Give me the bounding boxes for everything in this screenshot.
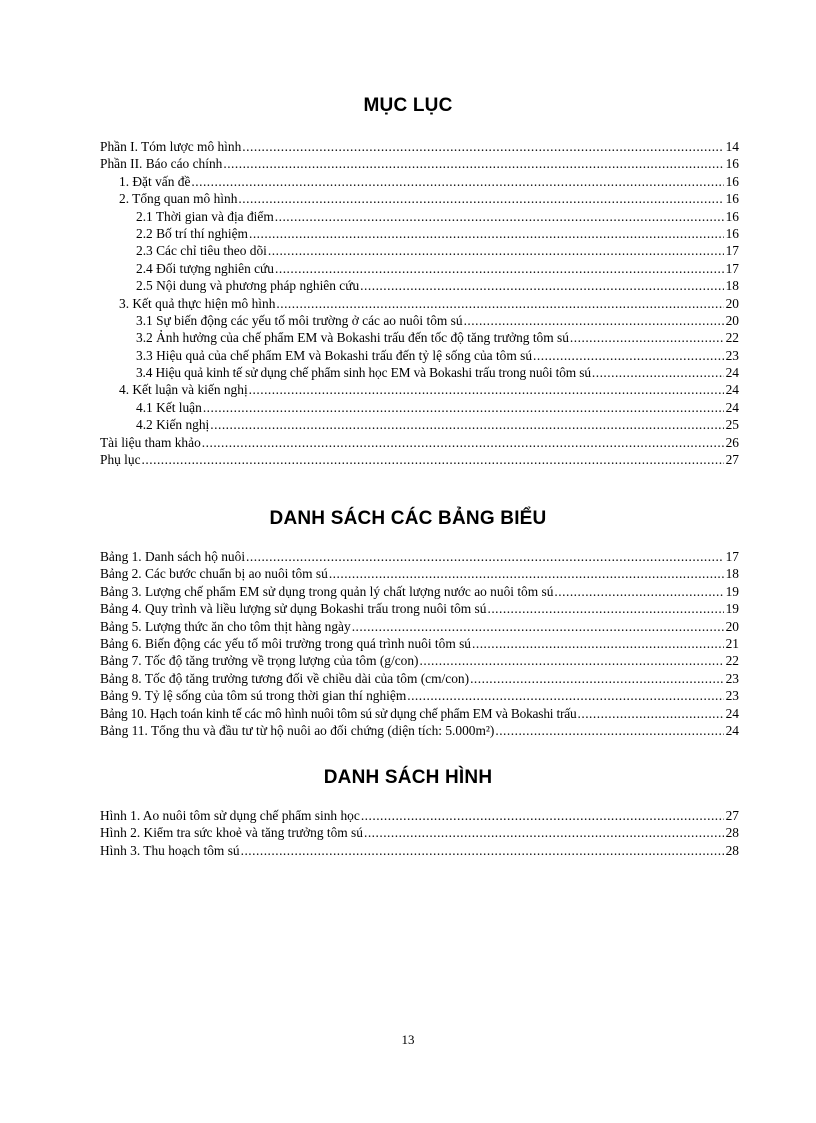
toc-entry[interactable]: 3. Kết quả thực hiện mô hình ..... 20 <box>100 295 739 312</box>
table-entry[interactable]: Bảng 8. Tốc độ tăng trưởng tương đối về chiều dài của tôm (cm/con) ..... 23 <box>100 670 739 687</box>
table-entry[interactable]: Bảng 6. Biến động các yếu tố môi trường trong quá trình nuôi tôm sú ..... 21 <box>100 635 739 652</box>
toc-entry[interactable]: 2. Tổng quan mô hình ..... 16 <box>100 190 739 207</box>
tables-heading: DANH SÁCH CÁC BẢNG BIỂU <box>269 508 547 529</box>
figures-list <box>100 807 739 859</box>
toc-entry[interactable]: 2.5 Nội dung và phương pháp nghiên cứu ..... 18 <box>100 277 739 294</box>
table-entry[interactable]: Bảng 11. Tổng thu và đầu tư từ hộ nuôi ao đối chứng (diện tích: 5.000m²) ..... 24 <box>100 722 739 739</box>
toc-entry[interactable]: 3.3 Hiệu quả của chế phẩm EM và Bokashi trấu đến tỷ lệ sống của tôm sú ..... 23 <box>100 347 739 364</box>
toc-entry[interactable]: Phần II. Báo cáo chính ..... 16 <box>100 155 739 172</box>
toc-entry[interactable]: 4.1 Kết luận ..... 24 <box>100 399 739 416</box>
toc-entry[interactable]: 4. Kết luận và kiến nghị ..... 24 <box>100 381 739 398</box>
table-entry[interactable]: Bảng 1. Danh sách hộ nuôi ..... 17 <box>100 548 739 565</box>
toc-entry[interactable]: 3.1 Sự biến động các yếu tố môi trường ở các ao nuôi tôm sú ..... 20 <box>100 312 739 329</box>
toc-entry[interactable]: Tài liệu tham khảo ..... 26 <box>100 434 739 451</box>
table-entry[interactable]: Bảng 4. Quy trình và liều lượng sử dụng Bokashi trấu trong nuôi tôm sú ..... 19 <box>100 600 739 617</box>
toc-list <box>100 138 739 468</box>
toc-entry[interactable]: 2.1 Thời gian và địa điểm ..... 16 <box>100 208 739 225</box>
toc-entry[interactable]: 3.2 Ảnh hưởng của chế phẩm EM và Bokashi trấu đến tốc độ tăng trưởng tôm sú ..... 22 <box>100 329 739 346</box>
table-entry[interactable]: Bảng 9. Tỷ lệ sống của tôm sú trong thời gian thí nghiệm ..... 23 <box>100 687 739 704</box>
figure-entry[interactable]: Hình 2. Kiểm tra sức khoẻ và tăng trưởng tôm sú ..... 28 <box>100 824 739 841</box>
table-entry[interactable]: Bảng 3. Lượng chế phẩm EM sử dụng trong quản lý chất lượng nước ao nuôi tôm sú ..... 19 <box>100 583 739 600</box>
toc-entry[interactable]: 2.3 Các chỉ tiêu theo dõi ..... 17 <box>100 242 739 259</box>
toc-entry[interactable]: Phần I. Tóm lược mô hình ..... 14 <box>100 138 739 155</box>
toc-entry[interactable]: 2.2 Bố trí thí nghiệm ..... 16 <box>100 225 739 242</box>
toc-entry[interactable]: 2.4 Đối tượng nghiên cứu ..... 17 <box>100 260 739 277</box>
toc-entry[interactable]: 1. Đặt vấn đề ..... 16 <box>100 173 739 190</box>
figures-heading: DANH SÁCH HÌNH <box>323 767 493 788</box>
page-number: 13 <box>401 1032 415 1047</box>
toc-heading: MỤC LỤC <box>363 95 453 116</box>
toc-entry[interactable]: 4.2 Kiến nghị ..... 25 <box>100 416 739 433</box>
table-entry[interactable]: Bảng 2. Các bước chuẩn bị ao nuôi tôm sú ..... 18 <box>100 565 739 582</box>
table-entry[interactable]: Bảng 10. Hạch toán kinh tế các mô hình nuôi tôm sú sử dụng chế phẩm EM và Bokashi trấu ..... 24 <box>100 705 739 722</box>
figure-entry[interactable]: Hình 1. Ao nuôi tôm sử dụng chế phẩm sinh học ..... 27 <box>100 807 739 824</box>
table-entry[interactable]: Bảng 7. Tốc độ tăng trưởng về trọng lượng của tôm (g/con) ..... 22 <box>100 652 739 669</box>
toc-entry[interactable]: Phụ lục ..... 27 <box>100 451 739 468</box>
toc-entry[interactable]: 3.4 Hiệu quả kinh tế sử dụng chế phẩm sinh học EM và Bokashi trấu trong nuôi tôm sú ..... 24 <box>100 364 739 381</box>
tables-list <box>100 548 739 739</box>
figure-entry[interactable]: Hình 3. Thu hoạch tôm sú ..... 28 <box>100 842 739 859</box>
table-entry[interactable]: Bảng 5. Lượng thức ăn cho tôm thịt hàng ngày ..... 20 <box>100 618 739 635</box>
